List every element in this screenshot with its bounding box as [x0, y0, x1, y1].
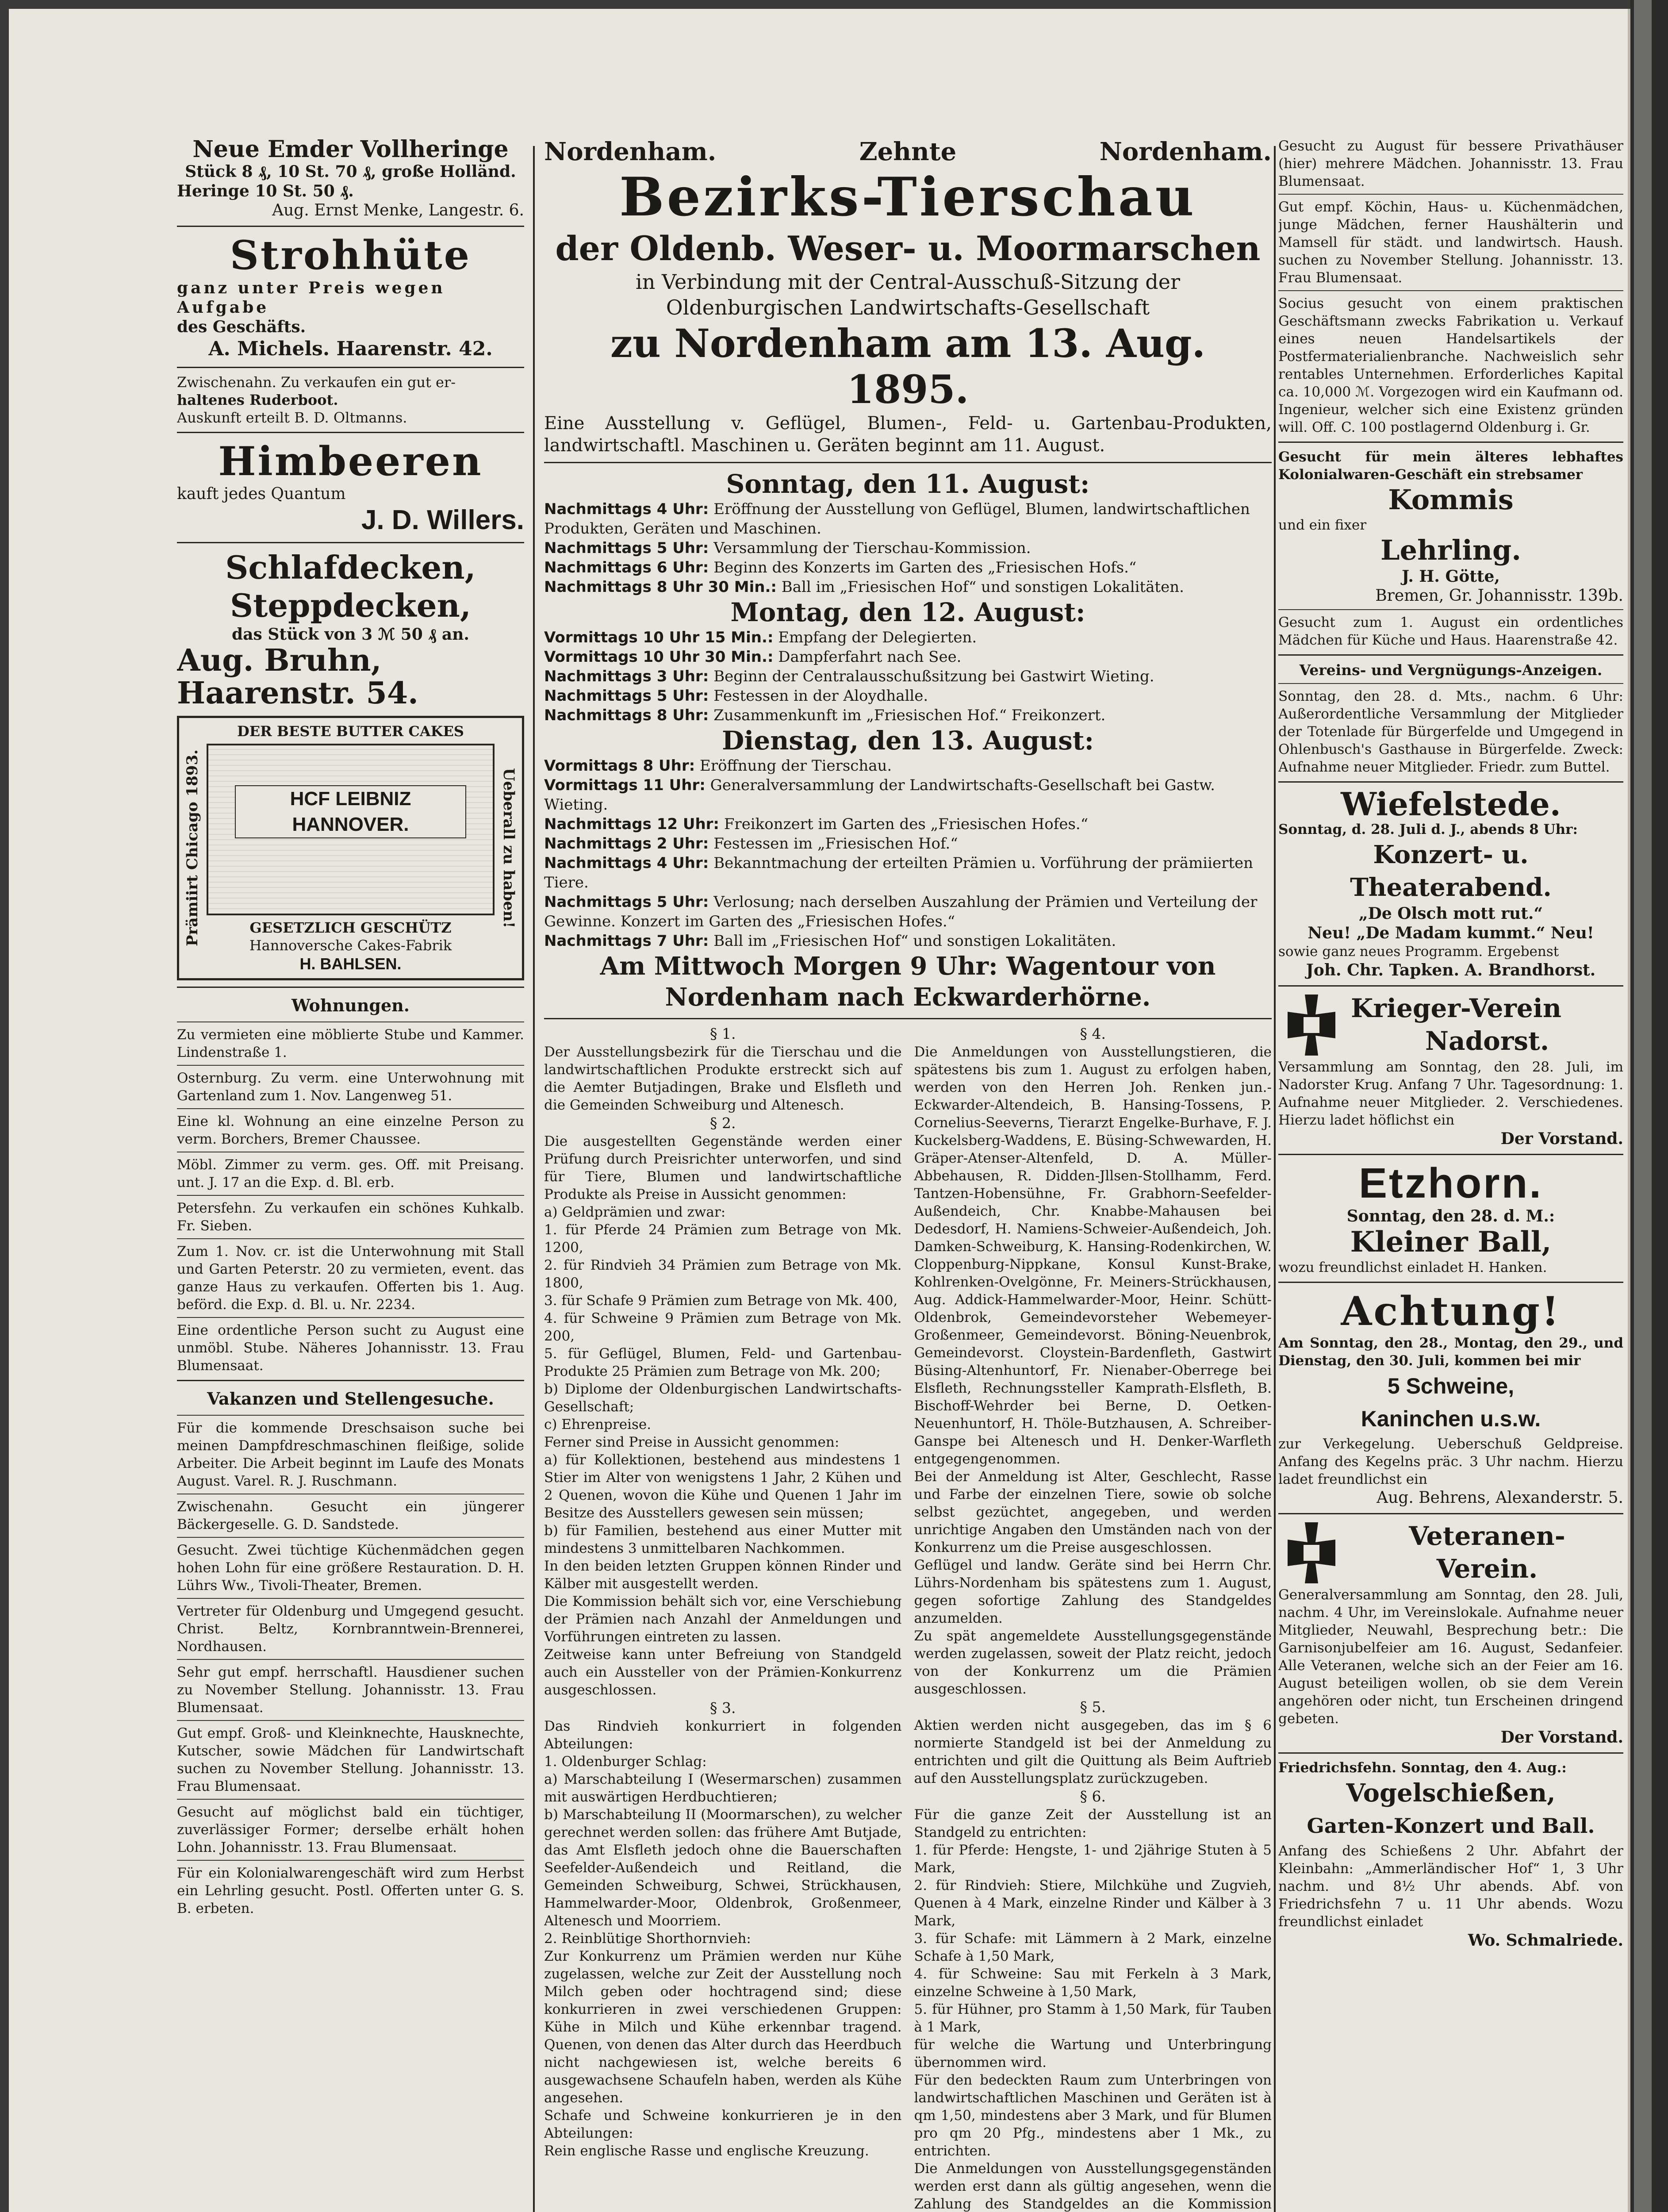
ad-ruderboot: [177, 373, 524, 426]
main-column: [544, 137, 1272, 2212]
ad-line: Stück 8 ₰, 10 St. 70 ₰, große Holländ.: [185, 162, 516, 181]
schedule-event: Empfang der Delegierten.: [778, 629, 977, 646]
schedule-time: Nachmittags 4 Uhr:: [544, 854, 709, 872]
biscuit-image: [207, 744, 495, 915]
schedule-row: [544, 628, 1272, 647]
ad-line: Sonntag, den 28. d. M.:: [1346, 1207, 1555, 1225]
divider: [1278, 1282, 1623, 1283]
schedule-row: [544, 834, 1272, 853]
divider: [177, 1860, 524, 1861]
ad-line: ganz unter Preis wegen Aufgabe: [177, 279, 445, 317]
ad-title: 5 Schweine,: [1387, 1374, 1515, 1398]
ad-text: Generalversammlung am Sonntag, den 28. Juli, nachm. 4 Uhr, im Vereinslokale. Aufnahme neuer Mitglieder, Neuwahl, Besprechung betr.: Die Garnisonjubelfeier am 16. August, Sedanfeier. Alle Veteranen, welche sich an der Feier am 16. August beteiligen wollen, ob sie dem Verein angehören oder nicht, tun Erscheinen dringend gebeten.: [1278, 1587, 1623, 1727]
classified-item: Zu vermieten eine möblierte Stube und Kammer. Lindenstraße 1.: [177, 1027, 524, 1060]
ad-signer: J. D. Willers.: [361, 505, 524, 535]
ad-line: das Stück von 3 ℳ 50 ₰ an.: [232, 625, 469, 644]
schedule-event: Festessen in der Aloydhalle.: [713, 687, 928, 705]
ad-title: Achtung!: [1341, 1288, 1561, 1335]
ad-line: wozu freundlichst einladet H. Hanken.: [1278, 1260, 1547, 1275]
ad-strohhuete: [177, 232, 524, 361]
schedule-time: Nachmittags 5 Uhr:: [544, 687, 709, 705]
ad-veteranenverein: [1278, 1520, 1623, 1586]
divider: [177, 1537, 524, 1538]
classified-item: Eine ordentliche Person sucht zu August eine unmöbl. Stube. Näheres Johannisstr. 13. Frau Blumensaat.: [177, 1322, 524, 1374]
divider: [177, 1108, 524, 1109]
schedule-time: Nachmittags 6 Uhr:: [544, 559, 709, 576]
scan-edge: [1630, 0, 1668, 2212]
ad-maedchen: Gesucht zu August für bessere Privathäuser (hier) mehrere Mädchen. Johannisstr. 13. Frau Blumensaat.: [1278, 138, 1623, 189]
schedule-time: Nachmittags 8 Uhr:: [544, 707, 709, 724]
divider: [177, 987, 524, 988]
rules-right: [914, 1025, 1272, 2212]
ad-title: Schlafdecken,: [225, 549, 476, 586]
ad-line: und ein fixer: [1278, 517, 1367, 533]
event-subtitle: der Oldenb. Weser- u. Moormarschen: [555, 229, 1261, 268]
ad-title: Lehrling.: [1380, 534, 1521, 566]
vakanzen-list: [177, 1419, 524, 1917]
section-text: Die Anmeldungen von Ausstellungstieren, die spätestens bis zum 1. August zu erfolgen haben, werden von den Herren Joh. Renken jun.-Eckwarder-Altendeich, B. Hansing-Tossens, P. Cornelius-Seeverns, Tierarzt Engelke-Burhave, F. J. Kuckelsberg-Waddens, E. Büsing-Schwewarden, H. Gräper-Atenser-Altenfeld, D. A. Müller-Abbehausen, R. Didden-Jllsen-Stollhamm, Ferd. Tantzen-Hobensühne, Fr. Grabhorn-Seefelder-Außendeich, Chr. Knabbe-Mahausen bei Dedesdorf, H. Namiens-Schweier-Außendeich, Joh. Damken-Schweiburg, K. Hansing-Rodenkirchen, W. Cloppenburg-Nippkane, Konsul Kunst-Brake, Kohlrenken-Ovelgönne, Fr. Meiners-Strückhausen, Aug. Addick-Hammelwarder-Moor, Heinr. Schütt-Oldenbrok, Gemeindevorsteher Webemeyer-Großenmeer, Gemeindevorst. Böning-Neuenbrok, Gemeindevorst. Cloystein-Bardenfleth, Gastwirt Büsing-Altenhuntorf, Fr. Nienaber-Oberrege bei Elsfleth, Rechnungssteller Kamprath-Elsfleth, B. Bischoff-Wehrder bei Berne, D. Oetken-Neuenhuntorf, H. Thöle-Butzhausen, A. Schreiber-Ganspe bei Altenesch und H. Denker-Warfleth entgegengenommen.: [914, 1044, 1272, 1467]
schedule-row: [544, 853, 1272, 892]
wohnungen-list: [177, 1026, 524, 1375]
ad-koechin: Gut empf. Köchin, Haus- u. Küchenmädchen, junge Mädchen, ferner Haushälterin und Mamsell für städt. und landwirtsch. Haush. suchen zu November Stellung. Johannisstr. 13. Frau Blumensaat.: [1278, 199, 1623, 286]
section-number: § 3.: [710, 1699, 736, 1717]
day-heading: Sonntag, den 11. August:: [726, 469, 1090, 499]
section-text: Der Ausstellungsbezirk für die Tierschau und die landwirtschaftlichen Produkte erstreckt sich auf die Aemter Butjadingen, Brake und Elsfleth und die Gemeinden Schweiburg und Altenesch.: [544, 1044, 902, 1113]
section-heading: Wohnungen.: [291, 995, 410, 1015]
ad-kuechenmaedchen: Gesucht zum 1. August ein ordentliches Mädchen für Küche und Haus. Haarenstraße 42.: [1278, 614, 1623, 648]
divider: [1278, 654, 1623, 656]
section-text: Die ausgestellten Gegenstände werden einer Prüfung durch Preisrichter unterworfen, und sind für Tiere, Blumen und landwirtschaftliche Produkte als Preise in Aussicht genommen: a) Geldprämien und zwar: 1. für Pferde 24 Prämien zum Betrage von Mk. 1200, 2. für Rindvieh 34 Prämien zum Betrage von Mk. 1800, 3. für Schafe 9 Prämien zum Betrage von Mk. 400, 4. für Schweine 9 Prämien zum Betrage von Mk. 200, 5. für Geflügel, Blumen, Feld- und Gartenbau-Produkte 25 Prämien zum Betrage von Mk. 200; b) Diplome der Oldenburgischen Landwirtschafts-Gesellschaft; c) Ehrenpreise. Ferner sind Preise in Aussicht genommen: a) für Kollektionen, bestehend aus mindestens 1 Stier im Alter von wenigstens 1 Jahr, 2 Kühen und 2 Quenen, wovon die Kühe und Quenen 1 Jahr im Besitze des Ausstellers gewesen sein müssen; b) für Familien, bestehend aus einer Mutter mit mindestens 3 unmittelbaren Nachkommen. In den beiden letzten Gruppen können Rinder und Kälber mit ausgestellt werden. Die Kommission behält sich vor, eine Verschiebung der Prämien nach Anzahl der Anmeldungen und Vorführungen eintreten zu lassen. Zeitweise kann unter Befreiung von Standgeld auch ein Aussteller von der Prämien-Konkurrenz ausgeschlossen.: [544, 1133, 902, 1698]
event-date: zu Nordenham am 13. Aug. 1895.: [610, 320, 1206, 412]
schedule-time: Nachmittags 8 Uhr 30 Min.:: [544, 578, 777, 596]
schedule-event: Ball im „Friesischen Hof“ und sonstigen Lokalitäten.: [781, 578, 1184, 596]
ad-line: Gesucht für mein älteres lebhaftes Kolonialwaren-Geschäft ein strebsamer: [1278, 449, 1623, 483]
ad-line: Zwischenahn. Zu verkaufen ein gut er-: [177, 374, 456, 391]
ad-signer: Wo. Schmalriede.: [1468, 1931, 1623, 1950]
day-heading: Montag, den 12. August:: [730, 597, 1085, 627]
divider: [1278, 442, 1623, 443]
ad-line: DER BESTE BUTTER CAKES: [237, 723, 464, 740]
rules-columns: [544, 1025, 1272, 2212]
ad-title: Kommis: [1388, 484, 1514, 516]
section-text: Das Rindvieh konkurriert in folgenden Abteilungen: 1. Oldenburger Schlag: a) Marschabteilung I (Wesermarschen) zusammen mit auswärtigen Herdbuchtieren; b) Marschabteilung II (Moormarschen), zu welcher gerechnet werden sollen: das frühere Amt Butjade, das Amt Elsfleth jedoch ohne die Bauerschaften Seefelder-Außendeich und Reitland, die Gemeinden Schweiburg, Schwei, Strückhausen, Hammelwarder-Moor, Oldenbrok, Großenmeer, Altenesch und Moorriem. 2. Reinblütige Shorthornvieh: Zur Konkurrenz um Prämien werden nur Kühe zugelassen, welche zur Zeit der Ausstellung noch Milch geben oder hochtragend sind; diese konkurrieren in zwei verschiedenen Gruppen: Kühe in Milch und Kühe erkennbar tragend. Quenen, von denen das Alter durch das Heerdbuch nicht nachgewiesen ist, welche bereits 6 ausgewachsene Schaufeln haben, werden als Kühe angesehen. Schafe und Schweine konkurrieren je in den Abteilungen: Rein englische Rasse und englische Kreuzung.: [544, 1718, 902, 2159]
schedule-time: Vormittags 11 Uhr:: [544, 776, 706, 794]
section-text: Bei der Anmeldung ist Alter, Geschlecht, Rasse und Farbe der einzelnen Tiere, sowie ob solche selbst gezüchtet, angegeben, und werden unrichtige Angaben den Umständen nach von der Konkurrenz um die Preise ausgeschlossen. Geflügel und landw. Geräte sind bei Herrn Chr. Lührs-Nordenham bis spätestens zum 1. August, gegen sofortige Zahlung des Standgeldes anzumelden. Zu spät angemeldete Ausstellungsgegenstände werden zugelassen, soweit der Platz reicht, jedoch von der Konkurrenz um die Prämien ausgeschlossen.: [914, 1469, 1272, 1697]
divider: [177, 226, 524, 227]
ad-title: Veteranen-: [1409, 1521, 1565, 1551]
section-text: Für die ganze Zeit der Ausstellung ist an Standgeld zu entrichten: 1. für Pferde: Hengste, 1- und 2jährige Stuten à 5 Mark, 2. für Rindvieh: Stiere, Milchkühe und Zugvieh, Quenen à 4 Mark, einzelne Rinder und Kälber à 3 Mark, 3. für Schafe: mit Lämmern à 2 Mark, einzelne Schafe à 1,50 Mark, 4. für Schweine: Sau mit Ferkeln à 3 Mark, einzelne Schweine à 1,50 Mark, 5. für Hühner, pro Stamm à 1,50 Mark, für Tauben à 1 Mark, für welche die Wartung und Unterbringung übernommen wird. Für den bedeckten Raum zum Unterbringen von landwirtschaftlichen Maschinen und Geräten ist à qm 1,50, mindestens aber 3 Mark, und für Blumen pro qm 20 Pfg., mindestens aber 1 Mk., zu entrichten. Die Anmeldungen von Ausstellungsgegenständen werden erst dann als gültig angesehen, wenn die Zahlung des Standgeldes an die Kommission: [914, 1807, 1272, 2212]
schedule-time: Nachmittags 7 Uhr:: [544, 932, 709, 950]
divider: [177, 432, 524, 433]
ad-line: haltenes Ruderboot.: [177, 392, 338, 408]
divider: [1278, 781, 1623, 783]
ad-title: Etzhorn.: [1359, 1160, 1543, 1207]
ad-line: Bremen, Gr. Johannisstr. 139b.: [1375, 587, 1623, 605]
place-right: Nordenham.: [1099, 137, 1272, 166]
ad-title: Garten-Konzert und Ball.: [1307, 1814, 1595, 1838]
schedule-row: [544, 756, 1272, 776]
place-left: Nordenham.: [544, 137, 717, 166]
right-column: [1278, 137, 1623, 1950]
ad-text: zur Verkegelung. Ueberschuß Geldpreise. Anfang des Kegelns präc. 3 Uhr nachm. Hierzu ladet freundlichst ein: [1278, 1436, 1623, 1487]
classified-item: Gesucht. Zwei tüchtige Küchenmädchen gegen hohen Lohn für eine größere Restauration. D. H. Lührs Ww., Tivoli-Theater, Bremen.: [177, 1542, 524, 1594]
divider: [177, 1720, 524, 1721]
divider: [177, 1317, 524, 1318]
schedule-time: Nachmittags 5 Uhr:: [544, 539, 709, 557]
ad-side-text: Prämiirt Chicago 1893.: [184, 749, 201, 947]
section-number: § 4.: [1080, 1025, 1106, 1042]
schedule-row: [544, 931, 1272, 951]
ad-title: Himbeeren: [218, 438, 483, 485]
divider: [177, 1799, 524, 1800]
ad-line: Hannoversche Cakes-Fabrik: [249, 937, 452, 954]
schedule-event: Ball im „Friesischen Hof“ und sonstigen Lokalitäten.: [713, 932, 1116, 950]
ad-title: Strohhüte: [230, 232, 472, 279]
ad-socius: Socius gesucht von einem praktischen Geschäftsmann zwecks Fabrikation u. Verkauf eines neuen Handelsartikels der Postfermaterialienbranche. Nachweislich sehr rentables Unternehmen. Erforderliches Kapital ca. 10,000 ℳ. Vorgezogen wird ein Kaufmann od. Ingenieur, welcher sich eine Existenz gründen will. Off. C. 100 postlagernd Oldenburg i. Gr.: [1278, 296, 1623, 435]
wagon-tour: Am Mittwoch Morgen 9 Uhr: Wagentour von Nordenham nach Eckwarderhörne.: [600, 952, 1216, 1012]
schedule-event: Beginn des Konzerts im Garten des „Friesischen Hofs.“: [713, 559, 1137, 576]
schedule-event: Zusammenkunft im „Friesischen Hof.“ Freikonzert.: [713, 707, 1106, 724]
biscuit-label: HCF LEIBNIZ HANNOVER.: [235, 785, 466, 838]
top-line: [544, 137, 1272, 166]
event-intro: Eine Ausstellung v. Geflügel, Blumen-, Feld- u. Gartenbau-Produkten, landwirtschaftl. Maschinen u. Geräten beginnt am 11. August.: [544, 413, 1272, 456]
ad-title: Krieger-Verein: [1351, 993, 1562, 1023]
ad-signer: Joh. Chr. Tapken. A. Brandhorst.: [1306, 961, 1596, 979]
classified-item: Zwischenahn. Gesucht ein jüngerer Bäckergeselle. G. D. Sandstede.: [177, 1499, 524, 1532]
divider: [177, 1380, 524, 1381]
schedule-event: Eröffnung der Tierschau.: [700, 757, 892, 775]
divider: [1278, 1513, 1623, 1514]
ad-line: sowie ganz neues Programm. Ergebenst: [1278, 944, 1559, 960]
scan-edge-sliver: [1634, 0, 1652, 2212]
schedule-event: Freikonzert im Garten des „Friesischen Hofes.“: [724, 815, 1089, 833]
ad-text: Anfang des Schießens 2 Uhr. Abfahrt der Kleinbahn: „Ammerländischer Hof“ 1, 3 Uhr nachm. und 8½ Uhr abends. Abf. von Friedrichsfehn 7 u. 11 Uhr abends. Wozu freundlichst einladet: [1278, 1843, 1623, 1930]
ad-title: Verein.: [1436, 1554, 1538, 1584]
ad-title: Konzert- u. Theaterabend.: [1350, 840, 1552, 902]
ad-line: Sonntag, d. 28. Juli d. J., abends 8 Uhr:: [1278, 822, 1578, 837]
ad-signer: J. H. Götte,: [1402, 567, 1500, 586]
schedule-time: Vormittags 10 Uhr 15 Min.:: [544, 629, 774, 646]
classified-item: Eine kl. Wohnung an eine einzelne Person zu verm. Borchers, Bremer Chaussee.: [177, 1114, 524, 1147]
ad-signer: Aug. Bruhn, Haarenstr. 54.: [177, 643, 418, 711]
left-column: [177, 137, 524, 1917]
column-rule-left: [533, 146, 535, 2212]
ad-leibniz-cakes: [177, 716, 524, 980]
ad-line: Heringe 10 St. 50 ₰.: [177, 182, 354, 200]
section-number: § 6.: [1080, 1788, 1106, 1805]
schedule-time: Vormittags 8 Uhr:: [544, 757, 695, 775]
divider: [1278, 609, 1623, 610]
day-heading: Dienstag, den 13. August:: [721, 726, 1094, 756]
column-rule-right: [1274, 146, 1276, 2212]
divider: [1278, 683, 1623, 684]
ad-line: H. BAHLSEN.: [299, 955, 402, 973]
divider: [1278, 290, 1623, 291]
section-heading: Vereins- und Vergnügungs-Anzeigen.: [1299, 661, 1603, 679]
schedule-time: Nachmittags 4 Uhr:: [544, 500, 709, 518]
schedule-event: Festessen im „Friesischen Hof.“: [713, 835, 958, 853]
schedule-event: Bekanntmachung der erteilten Prämien u. Vorführung der prämiierten Tiere.: [544, 854, 1254, 891]
schedule-row: [544, 538, 1272, 558]
section-number: § 5.: [1080, 1698, 1106, 1716]
ad-himbeeren: [177, 438, 524, 537]
leibniz-box: [207, 722, 495, 974]
schedule-event: Generalversammlung der Landwirtschafts-Gesellschaft bei Gastw. Wieting.: [544, 776, 1215, 814]
event-line: in Verbindung mit der Central-Ausschuß-Sitzung der: [636, 270, 1180, 294]
ad-kriegerverein: [1278, 992, 1623, 1058]
classified-item: Für die kommende Dreschsaison suche bei meinen Dampfdreschmaschinen fleißige, solide Arbeiter. Die Arbeit beginnt im Laufe des Monats August. Varel. R. J. Ruschmann.: [177, 1420, 524, 1489]
ad-line: Am Sonntag, den 28., Montag, den 29., und Dienstag, den 30. Juli, kommen bei mir: [1278, 1335, 1623, 1369]
divider: [177, 1415, 524, 1416]
divider: [544, 462, 1272, 463]
schedule-time: Vormittags 10 Uhr 30 Min.:: [544, 648, 774, 666]
schedule-event: Versammlung der Tierschau-Kommission.: [713, 539, 1031, 557]
ad-line: kauft jedes Quantum: [177, 485, 346, 503]
schedule-time: Nachmittags 3 Uhr:: [544, 668, 709, 685]
classified-item: Gesucht auf möglichst bald ein tüchtiger, zuverlässiger Former; derselbe erhält hohen Lohn. Johannisstr. 13. Frau Blumensaat.: [177, 1804, 524, 1855]
classified-item: Gut empf. Groß- und Kleinknechte, Hausknechte, Kutscher, sowie Mädchen für Landwirtschaft suchen zu November Stellung. Johannisstr. 13. Frau Blumensaat.: [177, 1725, 524, 1794]
ad-title: Kaninchen u.s.w.: [1361, 1406, 1541, 1431]
ad-signer: Aug. Ernst Menke, Langestr. 6.: [272, 201, 524, 219]
classified-item: Sehr gut empf. herrschaftl. Hausdiener suchen zu November Stellung. Johannisstr. 13. Frau Blumensaat.: [177, 1664, 524, 1716]
ad-vollheringe: [177, 137, 524, 220]
schedule-row: [544, 686, 1272, 706]
program-schedule: [544, 469, 1272, 951]
schedule-row: [544, 577, 1272, 597]
divider: [177, 367, 524, 368]
ad-totenlade: Sonntag, den 28. d. Mts., nachm. 6 Uhr: Außerordentliche Versammlung der Mitglieder der Totenlade für Bürgerfelde und Umgegend in Ohlenbusch's Gasthause in Bürgerfelde. Zweck: Aufnahme neuer Mitglieder. Friedr. zum Buttel.: [1278, 688, 1623, 775]
divider: [177, 1598, 524, 1599]
divider: [1278, 1752, 1623, 1754]
schedule-event: Beginn der Centralausschußsitzung bei Gastwirt Wieting.: [713, 668, 1154, 685]
divider: [177, 1065, 524, 1066]
divider: [544, 1018, 1272, 1019]
ad-signer: Der Vorstand.: [1500, 1129, 1623, 1148]
schedule-event: Dampferfahrt nach See.: [778, 648, 962, 666]
ad-line: „De Olsch mott rut.“: [1358, 904, 1543, 923]
ad-text: Versammlung am Sonntag, den 28. Juli, im Nadorster Krug. Anfang 7 Uhr. Tagesordnung: 1. Aufnahme neuer Mitglieder. 2. Verschiedenes. Hierzu ladet höflichst ein: [1278, 1059, 1623, 1128]
schedule-time: Nachmittags 2 Uhr:: [544, 835, 709, 853]
section-text: Aktien werden nicht ausgegeben, das im § 6 normierte Standgeld ist bei der Anmeldung zu entrichten und gilt die Quittung als Beim Auftrieb auf den Ausstellungsplatz zurückzugeben.: [914, 1717, 1272, 1786]
ad-line: des Geschäfts.: [177, 318, 306, 336]
event-title: Bezirks-Tierschau: [619, 166, 1196, 228]
classified-item: Möbl. Zimmer zu verm. ges. Off. mit Preisang. unt. J. 17 an die Exp. d. Bl. erb.: [177, 1157, 524, 1190]
classified-item: Petersfehn. Zu verkaufen ein schönes Kuhkalb. Fr. Sieben.: [177, 1200, 524, 1234]
ad-schlafdecken: [177, 549, 524, 710]
schedule-event: Verlosung; nach derselben Auszahlung der Prämien und Verteilung der Gewinne. Konzert im Garten des „Friesischen Hofes.“: [544, 893, 1258, 930]
divider: [1278, 1154, 1623, 1155]
ad-line: GESETZLICH GESCHÜTZ: [249, 919, 452, 936]
divider: [177, 542, 524, 543]
classified-item: Zum 1. Nov. cr. ist die Unterwohnung mit Stall und Garten Peterstr. 20 zu vermieten, event. das ganze Haus zu verkaufen. Offerten bis 1. Aug. beförd. die Exp. d. Bl. u. Nr. 2234.: [177, 1244, 524, 1313]
schedule-row: [544, 776, 1272, 814]
schedule-time: Nachmittags 5 Uhr:: [544, 893, 709, 911]
ad-signer: Aug. Behrens, Alexanderstr. 5.: [1377, 1489, 1623, 1507]
ad-line: Friedrichsfehn. Sonntag, den 4. Aug.:: [1278, 1760, 1567, 1776]
ad-title: Kleiner Ball,: [1350, 1225, 1552, 1259]
ad-side-text: Ueberall zu haben!: [500, 768, 518, 928]
ad-line: Auskunft erteilt B. D. Oltmanns.: [177, 409, 407, 426]
schedule-row: [544, 892, 1272, 931]
classified-item: Osternburg. Zu verm. eine Unterwohnung mit Gartenland zum 1. Nov. Langenweg 51.: [177, 1070, 524, 1104]
divider: [177, 1238, 524, 1239]
ad-title: Vogelschießen,: [1346, 1778, 1556, 1808]
schedule-time: Nachmittags 12 Uhr:: [544, 815, 720, 833]
ad-signer: A. Michels. Haarenstr. 42.: [208, 338, 493, 360]
schedule-row: [544, 647, 1272, 667]
schedule-row: [544, 706, 1272, 725]
schedule-event: Eröffnung der Ausstellung von Geflügel, Blumen, landwirtschaftlichen Produkten, Geräten und Maschinen.: [544, 500, 1250, 538]
section-number: § 2.: [710, 1114, 736, 1132]
schedule-row: [544, 814, 1272, 834]
ad-signer: Der Vorstand.: [1500, 1728, 1623, 1747]
edition: Zehnte: [859, 137, 957, 166]
classified-item: Für ein Kolonialwarengeschäft wird zum Herbst ein Lehrling gesucht. Postl. Offerten unter G. S. B. erbeten.: [177, 1865, 524, 1916]
schedule-row: [544, 499, 1272, 538]
divider: [1278, 194, 1623, 195]
rules-left: [544, 1025, 902, 2212]
section-heading: Vakanzen und Stellengesuche.: [207, 1389, 494, 1409]
ad-title: Wiefelstede.: [1341, 785, 1561, 823]
schedule-row: [544, 667, 1272, 686]
divider: [177, 1659, 524, 1660]
classified-item: Vertreter für Oldenburg und Umgegend gesucht. Christ. Beltz, Kornbranntwein-Brennerei, Nordhausen.: [177, 1603, 524, 1655]
divider: [1278, 985, 1623, 987]
ad-title: Neue Emder Vollheringe: [192, 137, 509, 163]
ad-title: Steppdecken,: [230, 587, 471, 624]
schedule-row: [544, 558, 1272, 577]
section-number: § 1.: [710, 1025, 736, 1042]
event-line: Oldenburgischen Landwirtschafts-Gesellschaft: [666, 296, 1150, 319]
iron-cross-icon: [1278, 992, 1345, 1058]
iron-cross-icon: [1278, 1520, 1345, 1586]
ad-line: Neu! „De Madam kummt.“ Neu!: [1308, 924, 1594, 942]
divider: [177, 1195, 524, 1196]
ad-title: Nadorst.: [1425, 1026, 1549, 1056]
